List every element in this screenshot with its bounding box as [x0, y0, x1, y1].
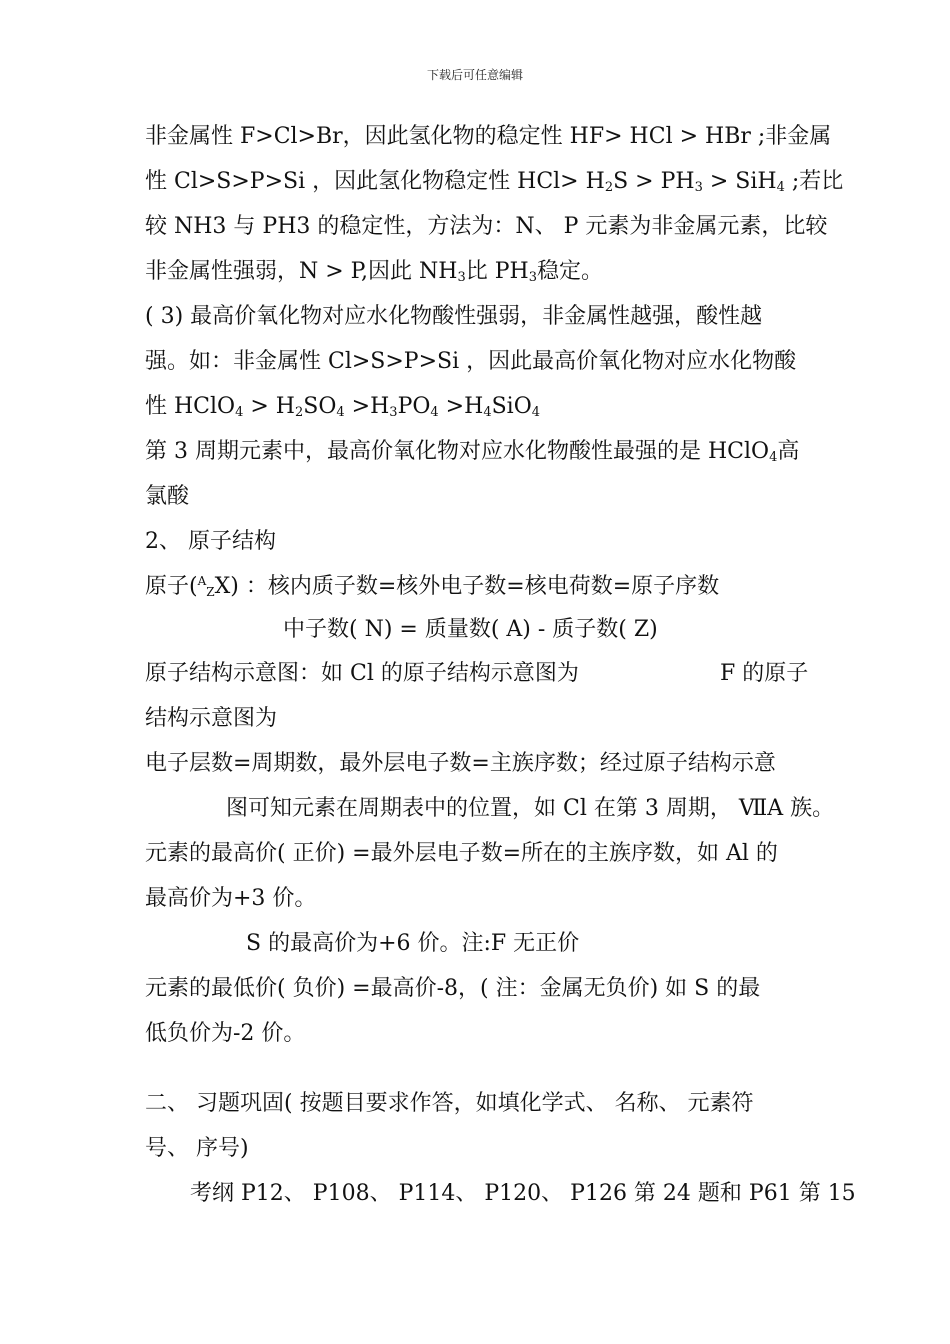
subscript: 4 [776, 180, 785, 195]
section-heading: 二、 习题巩固( 按题目要求作答，如填化学式、 名称、 元素符 [145, 1091, 754, 1116]
text-line: ( 3) 最高价氧化物对应水化物酸性强弱，非金属性越强，酸性越 [145, 304, 763, 329]
text-line: 氯酸 [145, 484, 190, 509]
superscript: A [197, 574, 207, 588]
text-line: 原子结构示意图：如 Cl 的原子结构示意图为 [145, 661, 579, 686]
text-line: 结构示意图为 [145, 706, 278, 731]
section-heading: 2、 原子结构 [145, 529, 276, 554]
text-line: 非金属性强弱，N > P,因此 $NH_3$比 $PH_3$稳定。 [145, 259, 603, 285]
text-line: 低负价为-2 价。 [145, 1021, 306, 1046]
page-header: 下载后可任意编辑 [426, 68, 523, 82]
text-line: 性 HClO$_4$ > $H_2SO_4 >H_3PO_4 >H_4SiO_4$ [145, 394, 541, 420]
text-line: F 的原子 [720, 661, 809, 686]
text-line: 非金属性 F>Cl>Br，因此氢化物的稳定性 HF> HCl > HBr ;非金属 [145, 124, 832, 149]
subscript: 4 [235, 405, 244, 420]
subscript: 4 [483, 405, 492, 420]
subscript: 2 [604, 180, 614, 195]
text-line: 最高价为+3 价。 [145, 886, 317, 911]
subscript: 4 [430, 405, 439, 420]
text-line: 性 Cl>S>P>Si ，因此氢化物稳定性 $HCl> H_2S > PH_3 > SiH_4$ ;若比 [145, 169, 844, 195]
subscript: 2 [294, 405, 304, 420]
text-line: 电子层数=周期数，最外层电子数=主族序数；经过原子结构示意 [145, 751, 776, 776]
text-line: S 的最高价为+6 价。注:F 无正价 [246, 931, 580, 956]
subscript: 4 [531, 405, 541, 420]
subscript: 4 [769, 450, 778, 465]
text-line: 较 NH3 与 PH3 的稳定性，方法为：N、 P 元素为非金属元素，比较 [145, 214, 828, 239]
subscript: 4 [336, 405, 345, 420]
formula-line: 中子数( N) = 质量数( A) - 质子数( Z) [283, 617, 658, 642]
subscript: 3 [389, 405, 398, 420]
subscript: Z [206, 585, 215, 599]
subscript: 3 [457, 270, 466, 285]
text-line: 号、 序号) [145, 1136, 249, 1161]
text-line: 第 3 周期元素中，最高价氧化物对应水化物酸性最强的是 HClO$_4$高 [145, 439, 800, 465]
subscript: 3 [694, 180, 703, 195]
text-line: 考纲 P12、 P108、 P114、 P120、 P126 第 24 题和 P61 第 15 [190, 1181, 856, 1206]
text-line: 强。如：非金属性 Cl>S>P>Si ，因此最高价氧化物对应水化物酸 [145, 349, 797, 374]
text-line: 元素的最高价( 正价) =最外层电子数=所在的主族序数，如 Al 的 [145, 841, 778, 866]
text-line: 元素的最低价( 负价) =最高价-8，( 注：金属无负价) 如 S 的最 [145, 976, 761, 1001]
text-line: 原子($^A_Z$X) ：核内质子数=核外电子数=核电荷数=原子序数 [145, 574, 720, 599]
text-line: 图可知元素在周期表中的位置，如 Cl 在第 3 周期， ⅦA 族。 [226, 796, 835, 821]
subscript: 3 [528, 270, 537, 285]
